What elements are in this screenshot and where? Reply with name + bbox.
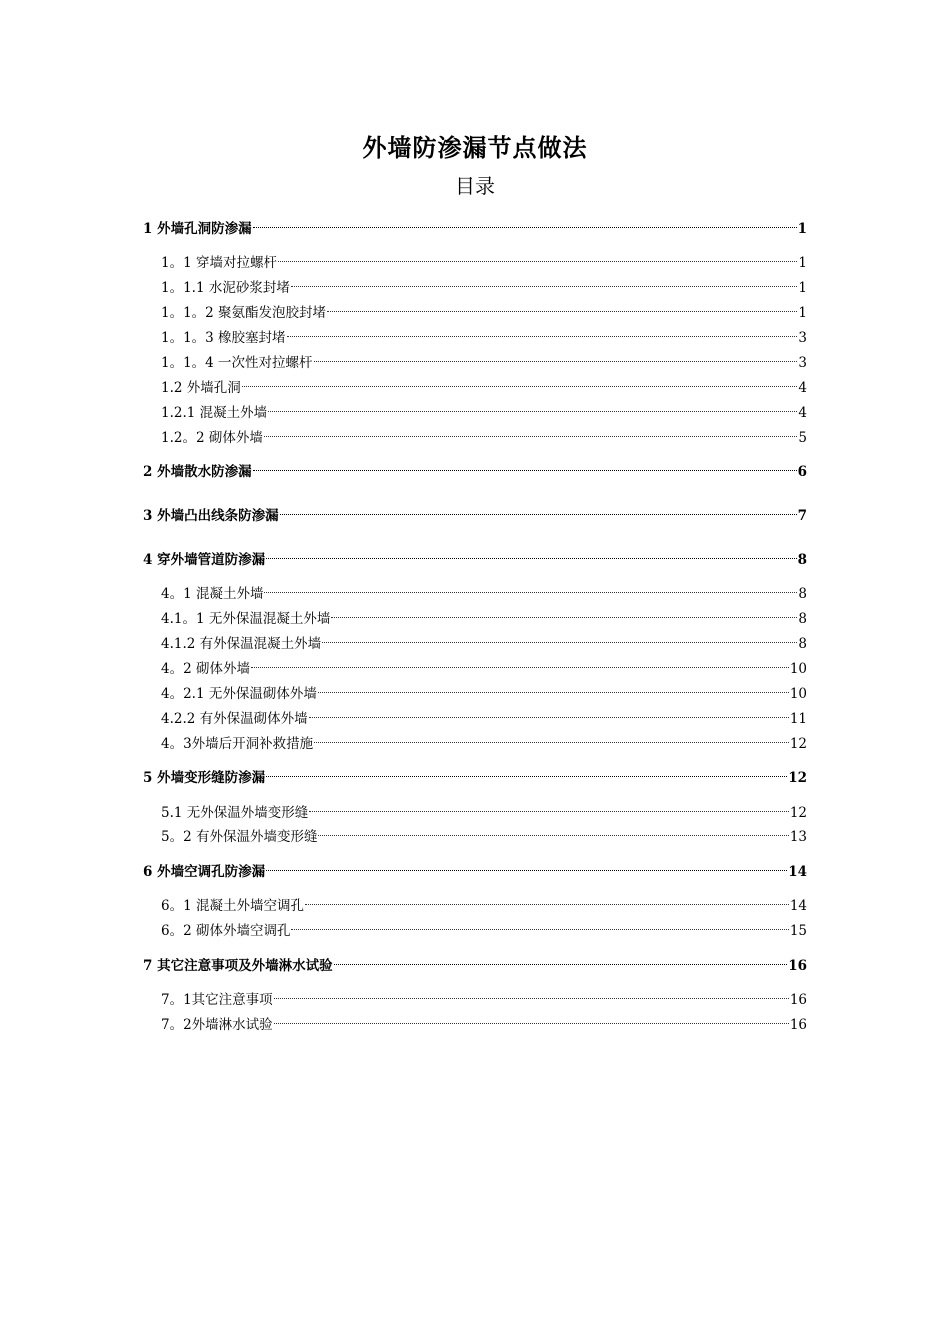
toc-entry-label: 1.2 外墙孔洞 — [161, 379, 241, 396]
toc-page-number: 10 — [789, 661, 807, 677]
toc-dot-leader — [327, 295, 797, 317]
toc-page-number: 1 — [798, 305, 807, 322]
toc-entry-label: 1 外墙孔洞防渗漏 — [143, 221, 252, 237]
toc-chapter-entry[interactable] — [143, 498, 807, 524]
toc-page-number: 1 — [798, 255, 807, 272]
toc-entry-label: 5.1 无外保温外墙变形缝 — [161, 804, 309, 821]
toc-dot-leader — [251, 651, 789, 673]
toc-page-number: 16 — [789, 991, 807, 1008]
toc-section-entry[interactable] — [143, 270, 807, 297]
toc-entry-label: 4。2.1 无外保温砌体外墙 — [161, 685, 317, 702]
toc-entry-label: 4.2.2 有外保温砌体外墙 — [161, 710, 308, 727]
toc-entry-label: 6。1 混凝土外墙空调孔 — [161, 898, 304, 915]
toc-page-number: 8 — [798, 611, 807, 628]
toc-dot-leader — [274, 982, 789, 1004]
toc-dot-leader — [278, 245, 797, 267]
toc-entry-label: 5 外墙变形缝防渗漏 — [143, 770, 266, 787]
toc-entry-label: 6。2 砌体外墙空调孔 — [161, 923, 291, 940]
toc-page-number: 8 — [798, 636, 807, 653]
toc-dot-leader — [318, 676, 789, 698]
toc-dot-leader — [331, 601, 797, 623]
toc-section-entry[interactable] — [143, 795, 807, 821]
toc-dot-leader — [264, 420, 798, 442]
toc-page-number: 11 — [789, 710, 807, 727]
toc-section-entry[interactable] — [143, 982, 807, 1008]
toc-dot-leader — [314, 345, 798, 367]
toc-entry-label: 4 穿外墙管道防渗漏 — [143, 551, 266, 568]
toc-page-number: 13 — [789, 829, 807, 846]
toc-page-number: 12 — [789, 804, 807, 821]
toc-chapter-entry[interactable] — [143, 948, 807, 974]
toc-entry-label: 4。3外墙后开洞补救措施 — [161, 735, 314, 752]
toc-page-number: 1 — [797, 221, 807, 237]
toc-page-number: 7 — [797, 508, 807, 524]
toc-entry-label: 7 其它注意事项及外墙淋水试验 — [143, 957, 333, 974]
toc-dot-leader — [318, 819, 788, 841]
toc-chapter-entry[interactable] — [143, 760, 807, 787]
toc-dot-leader — [309, 795, 789, 817]
toc-section-entry[interactable] — [143, 819, 807, 846]
toc-entry-label: 1.2。2 砌体外墙 — [161, 429, 263, 446]
toc-chapter-entry[interactable] — [143, 454, 807, 481]
toc-dot-leader — [305, 888, 789, 910]
toc-section-entry[interactable] — [143, 726, 807, 752]
toc-page-number: 12 — [788, 770, 807, 787]
toc-dot-leader — [274, 1007, 789, 1029]
toc-page-number: 3 — [798, 330, 807, 347]
toc-entry-label: 1。1。4 一次性对拉螺杆 — [161, 355, 313, 371]
toc-section-entry[interactable] — [143, 295, 807, 322]
toc-entry-label: 4。1 混凝土外墙 — [161, 586, 264, 603]
toc-chapter-entry[interactable] — [143, 211, 807, 237]
toc-entry-label: 4.1.2 有外保温混凝土外墙 — [161, 636, 322, 653]
toc-entry-label: 7。1其它注意事项 — [161, 991, 273, 1008]
toc-dot-leader — [291, 270, 798, 292]
toc-page-number: 3 — [798, 355, 807, 371]
toc-entry-label: 3 外墙凸出线条防渗漏 — [143, 508, 279, 524]
toc-dot-leader — [266, 542, 797, 564]
toc-dot-leader — [280, 498, 797, 520]
toc-page-number: 8 — [798, 586, 807, 603]
toc-section-entry[interactable] — [143, 370, 807, 396]
toc-section-entry[interactable] — [143, 888, 807, 915]
toc-dot-leader — [266, 760, 787, 782]
toc-entry-label: 5。2 有外保温外墙变形缝 — [161, 829, 318, 846]
toc-dot-leader — [242, 370, 798, 392]
toc-page-number: 12 — [789, 735, 807, 752]
toc-page-number: 5 — [798, 429, 807, 446]
toc-dot-leader — [322, 626, 797, 648]
toc-dot-leader — [314, 726, 789, 748]
toc-dot-leader — [253, 211, 797, 233]
toc-page-number: 4 — [798, 404, 807, 421]
toc-page-number: 14 — [789, 898, 807, 915]
toc-section-entry[interactable] — [143, 626, 807, 653]
toc-page-number: 8 — [797, 551, 807, 568]
toc-dot-leader — [266, 854, 787, 876]
toc-page-number: 4 — [798, 379, 807, 396]
toc-section-entry[interactable] — [143, 395, 807, 421]
toc-entry-label: 1。1 穿墙对拉螺杆 — [161, 255, 277, 272]
toc-section-entry[interactable] — [143, 576, 807, 603]
toc-entry-label: 1。1。2 聚氨酯发泡胶封堵 — [161, 305, 327, 322]
toc-page-number: 10 — [789, 685, 807, 702]
toc-dot-leader — [309, 701, 789, 723]
toc-dot-leader — [253, 454, 797, 476]
toc-entry-label: 6 外墙空调孔防渗漏 — [143, 863, 266, 880]
toc-entry-label: 4。2 砌体外墙 — [161, 661, 250, 677]
toc-section-entry[interactable] — [143, 651, 807, 677]
toc-page-number: 15 — [789, 923, 807, 940]
toc-entry-label: 2 外墙散水防渗漏 — [143, 464, 252, 481]
toc-page-number: 1 — [798, 280, 807, 297]
toc-page-number: 16 — [788, 957, 807, 974]
toc-section-entry[interactable] — [143, 245, 807, 272]
toc-section-entry[interactable] — [143, 676, 807, 702]
toc-entry-label: 7。2外墙淋水试验 — [161, 1016, 273, 1033]
toc-dot-leader — [268, 395, 797, 417]
toc-page-number: 14 — [788, 863, 807, 880]
document-title: 外墙防渗漏节点做法 — [362, 133, 588, 162]
toc-section-entry[interactable] — [143, 601, 807, 628]
toc-entry-label: 4.1。1 无外保温混凝土外墙 — [161, 611, 331, 628]
toc-section-entry[interactable] — [143, 701, 807, 727]
toc-dot-leader — [287, 320, 798, 342]
toc-dot-leader — [264, 576, 797, 598]
toc-section-entry[interactable] — [143, 320, 807, 347]
toc-entry-label: 1.2.1 混凝土外墙 — [161, 404, 268, 421]
toc-heading: 目录 — [455, 174, 495, 198]
toc-dot-leader — [334, 948, 788, 970]
toc-chapter-entry[interactable] — [143, 542, 807, 568]
toc-page-number: 16 — [789, 1016, 807, 1033]
toc-section-entry[interactable] — [143, 420, 807, 446]
toc-dot-leader — [291, 913, 788, 935]
toc-section-entry[interactable] — [143, 913, 807, 940]
toc-entry-label: 1。1。3 橡胶塞封堵 — [161, 330, 286, 347]
toc-chapter-entry[interactable] — [143, 854, 807, 880]
toc-section-entry[interactable] — [143, 345, 807, 371]
toc-section-entry[interactable] — [143, 1007, 807, 1033]
toc-page-number: 6 — [797, 464, 807, 481]
toc-entry-label: 1。1.1 水泥砂浆封堵 — [161, 280, 290, 297]
